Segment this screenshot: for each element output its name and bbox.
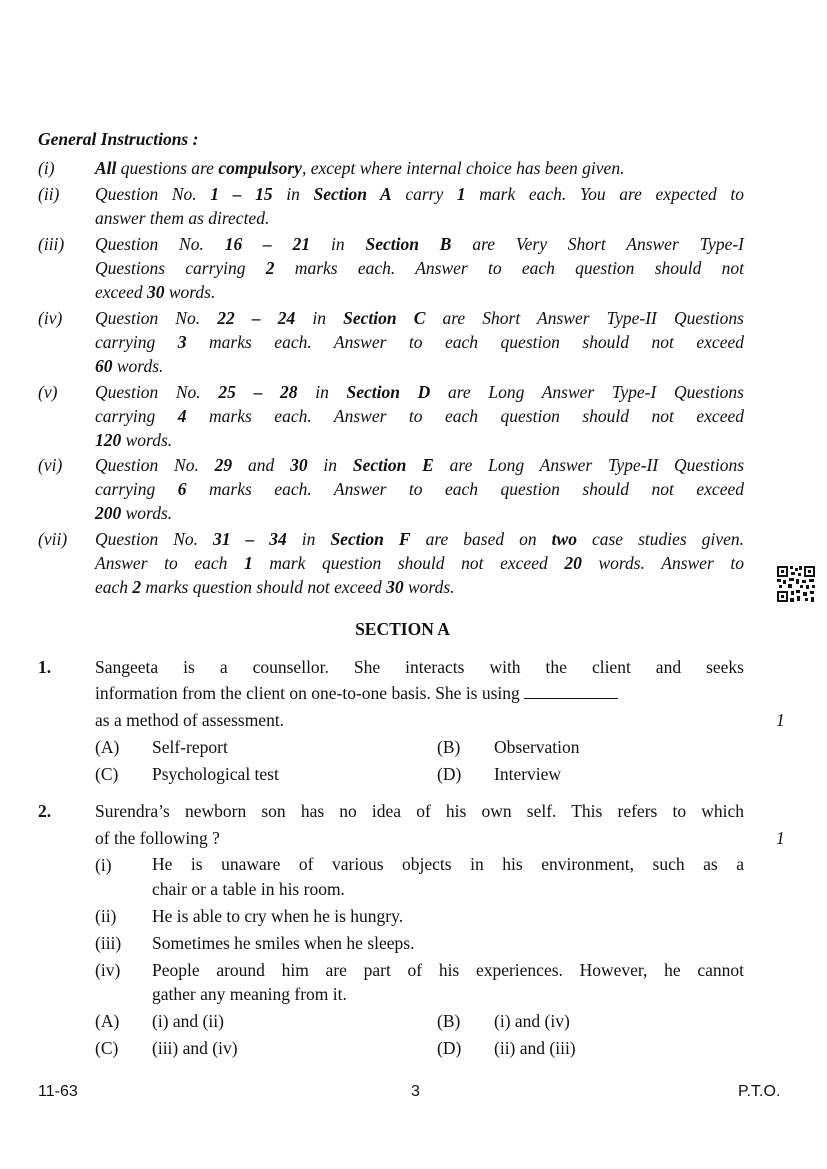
instruction-text: 60 words. xyxy=(95,356,164,376)
statement-text: He is unaware of various objects in his environment, such as a xyxy=(152,854,744,874)
statement-text: Sometimes he smiles when he sleeps. xyxy=(152,933,415,953)
pto-label: P.T.O. xyxy=(738,1083,781,1100)
instruction-number: (v) xyxy=(38,382,58,402)
instruction-text: Question No. 25 – 28 in Section D are Long Answer Type-I Questions xyxy=(95,382,744,402)
question-number: 1. xyxy=(38,657,52,677)
option-label: (C) xyxy=(95,1038,119,1058)
option-label: (D) xyxy=(437,1038,462,1058)
option-text: Interview xyxy=(494,764,562,784)
answer-blank xyxy=(524,684,618,699)
instruction-text: Question No. 29 and 30 in Section E are Long Answer Type-II Questions xyxy=(95,455,745,475)
statement-label: (iv) xyxy=(95,960,121,980)
instruction-number: (ii) xyxy=(38,184,60,204)
section-heading: SECTION A xyxy=(355,619,450,639)
marks: 1 xyxy=(776,710,785,730)
instruction-text: Question No. 1 – 15 in Section A carry 1 mark each. You are expected to xyxy=(95,184,745,204)
instruction-text: 120 words. xyxy=(95,430,173,450)
paper-code: 11-63 xyxy=(38,1083,78,1100)
option-text: (ii) and (iii) xyxy=(494,1038,576,1058)
option-label: (A) xyxy=(95,1011,120,1031)
option-text: Self-report xyxy=(152,737,228,757)
statement-label: (iii) xyxy=(95,933,122,953)
option-text: Observation xyxy=(494,737,580,757)
instruction-text: each 2 marks question should not exceed 30 words. xyxy=(95,577,455,597)
question-text-line: of the following ? xyxy=(95,828,220,848)
statement-label: (i) xyxy=(95,855,112,875)
instruction-text: carrying 4 marks each. Answer to each question should not exceed xyxy=(95,406,744,426)
option-label: (C) xyxy=(95,764,119,784)
question-text: information from the client on one-to-one basis. She is using xyxy=(95,683,520,703)
statement-text: gather any meaning from it. xyxy=(152,984,347,1004)
instruction-number: (vii) xyxy=(38,529,68,549)
question-text-line: as a method of assessment. xyxy=(95,710,285,730)
option-label: (B) xyxy=(437,1011,461,1031)
option-text: Psychological test xyxy=(152,764,279,784)
option-text: (i) and (ii) xyxy=(152,1011,224,1031)
qr-code-icon xyxy=(776,565,816,603)
general-instructions-title: General Instructions : xyxy=(38,129,199,149)
option-label: (B) xyxy=(437,737,461,757)
instruction-number: (iii) xyxy=(38,234,65,254)
question-text-line xyxy=(95,680,618,706)
instruction-text: exceed 30 words. xyxy=(95,282,216,302)
instruction-number: (i) xyxy=(38,158,55,178)
instruction-text: 200 words. xyxy=(95,503,173,523)
page-number: 3 xyxy=(411,1083,420,1100)
statement-text: chair or a table in his room. xyxy=(152,879,345,899)
question-text-line: Surendra’s newborn son has no idea of his own self. This refers to which xyxy=(95,801,744,821)
option-label: (D) xyxy=(437,764,462,784)
instruction-text: carrying 6 marks each. Answer to each question should not exceed xyxy=(95,479,744,499)
statement-label: (ii) xyxy=(95,906,117,926)
instruction-text: Question No. 31 – 34 in Section F are based on two case studies given. xyxy=(95,529,744,549)
question-number: 2. xyxy=(38,801,52,821)
option-text: (i) and (iv) xyxy=(494,1011,570,1031)
instruction-text: All questions are compulsory, except where internal choice has been given. xyxy=(95,158,625,178)
instruction-text: Question No. 22 – 24 in Section C are Short Answer Type-II Questions xyxy=(95,308,744,328)
option-text: (iii) and (iv) xyxy=(152,1038,238,1058)
statement-text: People around him are part of his experiences. However, he cannot xyxy=(152,960,744,980)
instruction-text: carrying 3 marks each. Answer to each question should not exceed xyxy=(95,332,744,352)
instruction-text: Question No. 16 – 21 in Section B are Very Short Answer Type-I xyxy=(95,234,744,254)
option-label: (A) xyxy=(95,737,120,757)
instruction-text: answer them as directed. xyxy=(95,208,270,228)
marks: 1 xyxy=(776,828,785,848)
question-text-line: Sangeeta is a counsellor. She interacts with the client and seeks xyxy=(95,657,744,677)
instruction-text: Questions carrying 2 marks each. Answer to each question should not xyxy=(95,258,744,278)
instruction-text: Answer to each 1 mark question should not exceed 20 words. Answer to xyxy=(95,553,744,573)
statement-text: He is able to cry when he is hungry. xyxy=(152,906,404,926)
instruction-number: (iv) xyxy=(38,308,63,328)
instruction-number: (vi) xyxy=(38,455,63,475)
